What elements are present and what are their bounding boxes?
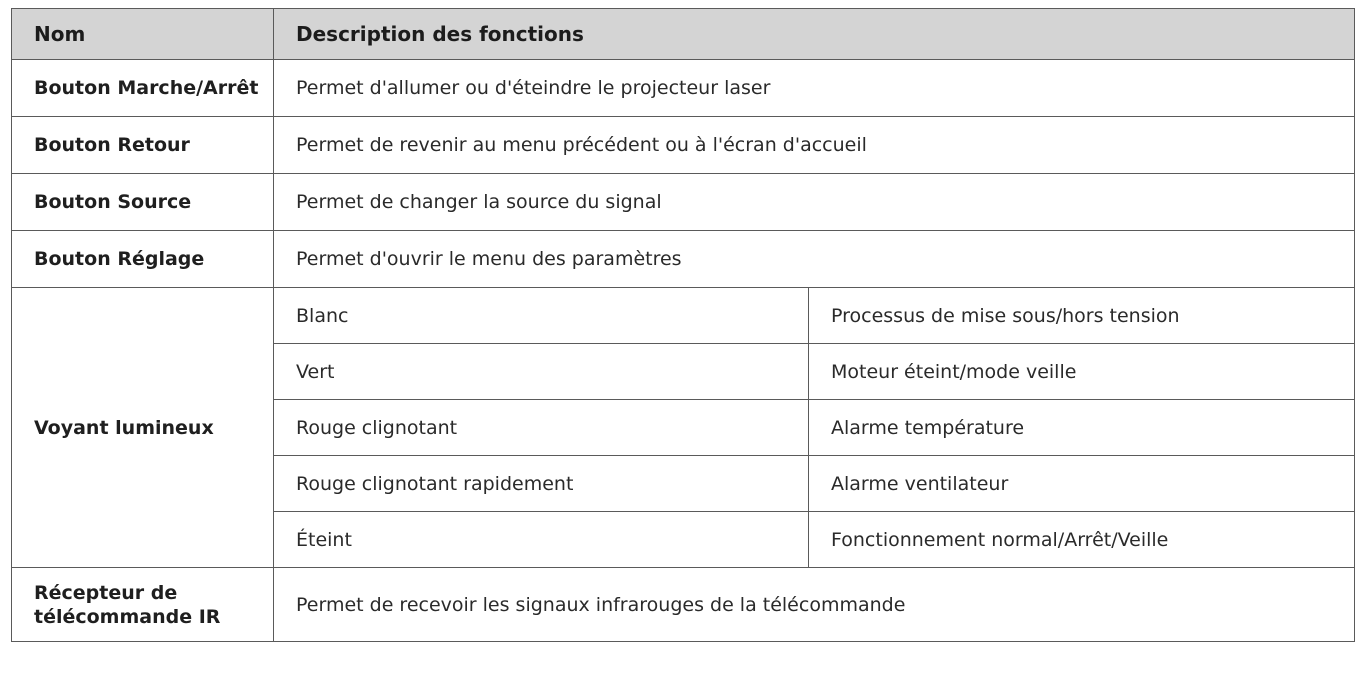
table-header-row [12, 9, 1355, 60]
table-row [12, 568, 1355, 642]
row-name-source-button: Bouton Source [12, 174, 274, 231]
ir-receiver-name-line2: télécommande IR [34, 605, 221, 628]
indicator-meaning: Processus de mise sous/hors tension [809, 288, 1355, 344]
header-name: Nom [12, 9, 274, 60]
row-description: Permet de recevoir les signaux infrarouges de la télécommande [274, 568, 1355, 642]
indicator-state: Rouge clignotant rapidement [274, 456, 809, 512]
row-name-ir-receiver [12, 568, 274, 642]
table-row [12, 231, 1355, 288]
row-description: Permet de revenir au menu précédent ou à l'écran d'accueil [274, 117, 1355, 174]
indicator-state: Vert [274, 344, 809, 400]
table-row [12, 288, 1355, 344]
row-name-power-button: Bouton Marche/Arrêt [12, 60, 274, 117]
row-description: Permet d'allumer ou d'éteindre le projecteur laser [274, 60, 1355, 117]
indicator-meaning: Fonctionnement normal/Arrêt/Veille [809, 512, 1355, 568]
row-description: Permet d'ouvrir le menu des paramètres [274, 231, 1355, 288]
row-name-indicator-light: Voyant lumineux [12, 288, 274, 568]
row-name-settings-button: Bouton Réglage [12, 231, 274, 288]
indicator-meaning: Alarme température [809, 400, 1355, 456]
table-row [12, 174, 1355, 231]
ir-receiver-name-line1: Récepteur de [34, 581, 178, 604]
indicator-state: Éteint [274, 512, 809, 568]
indicator-state: Blanc [274, 288, 809, 344]
row-description: Permet de changer la source du signal [274, 174, 1355, 231]
indicator-meaning: Moteur éteint/mode veille [809, 344, 1355, 400]
row-name-back-button: Bouton Retour [12, 117, 274, 174]
table-row [12, 60, 1355, 117]
functions-table [11, 8, 1355, 642]
indicator-state: Rouge clignotant [274, 400, 809, 456]
table-row [12, 117, 1355, 174]
header-description: Description des fonctions [274, 9, 1355, 60]
indicator-meaning: Alarme ventilateur [809, 456, 1355, 512]
